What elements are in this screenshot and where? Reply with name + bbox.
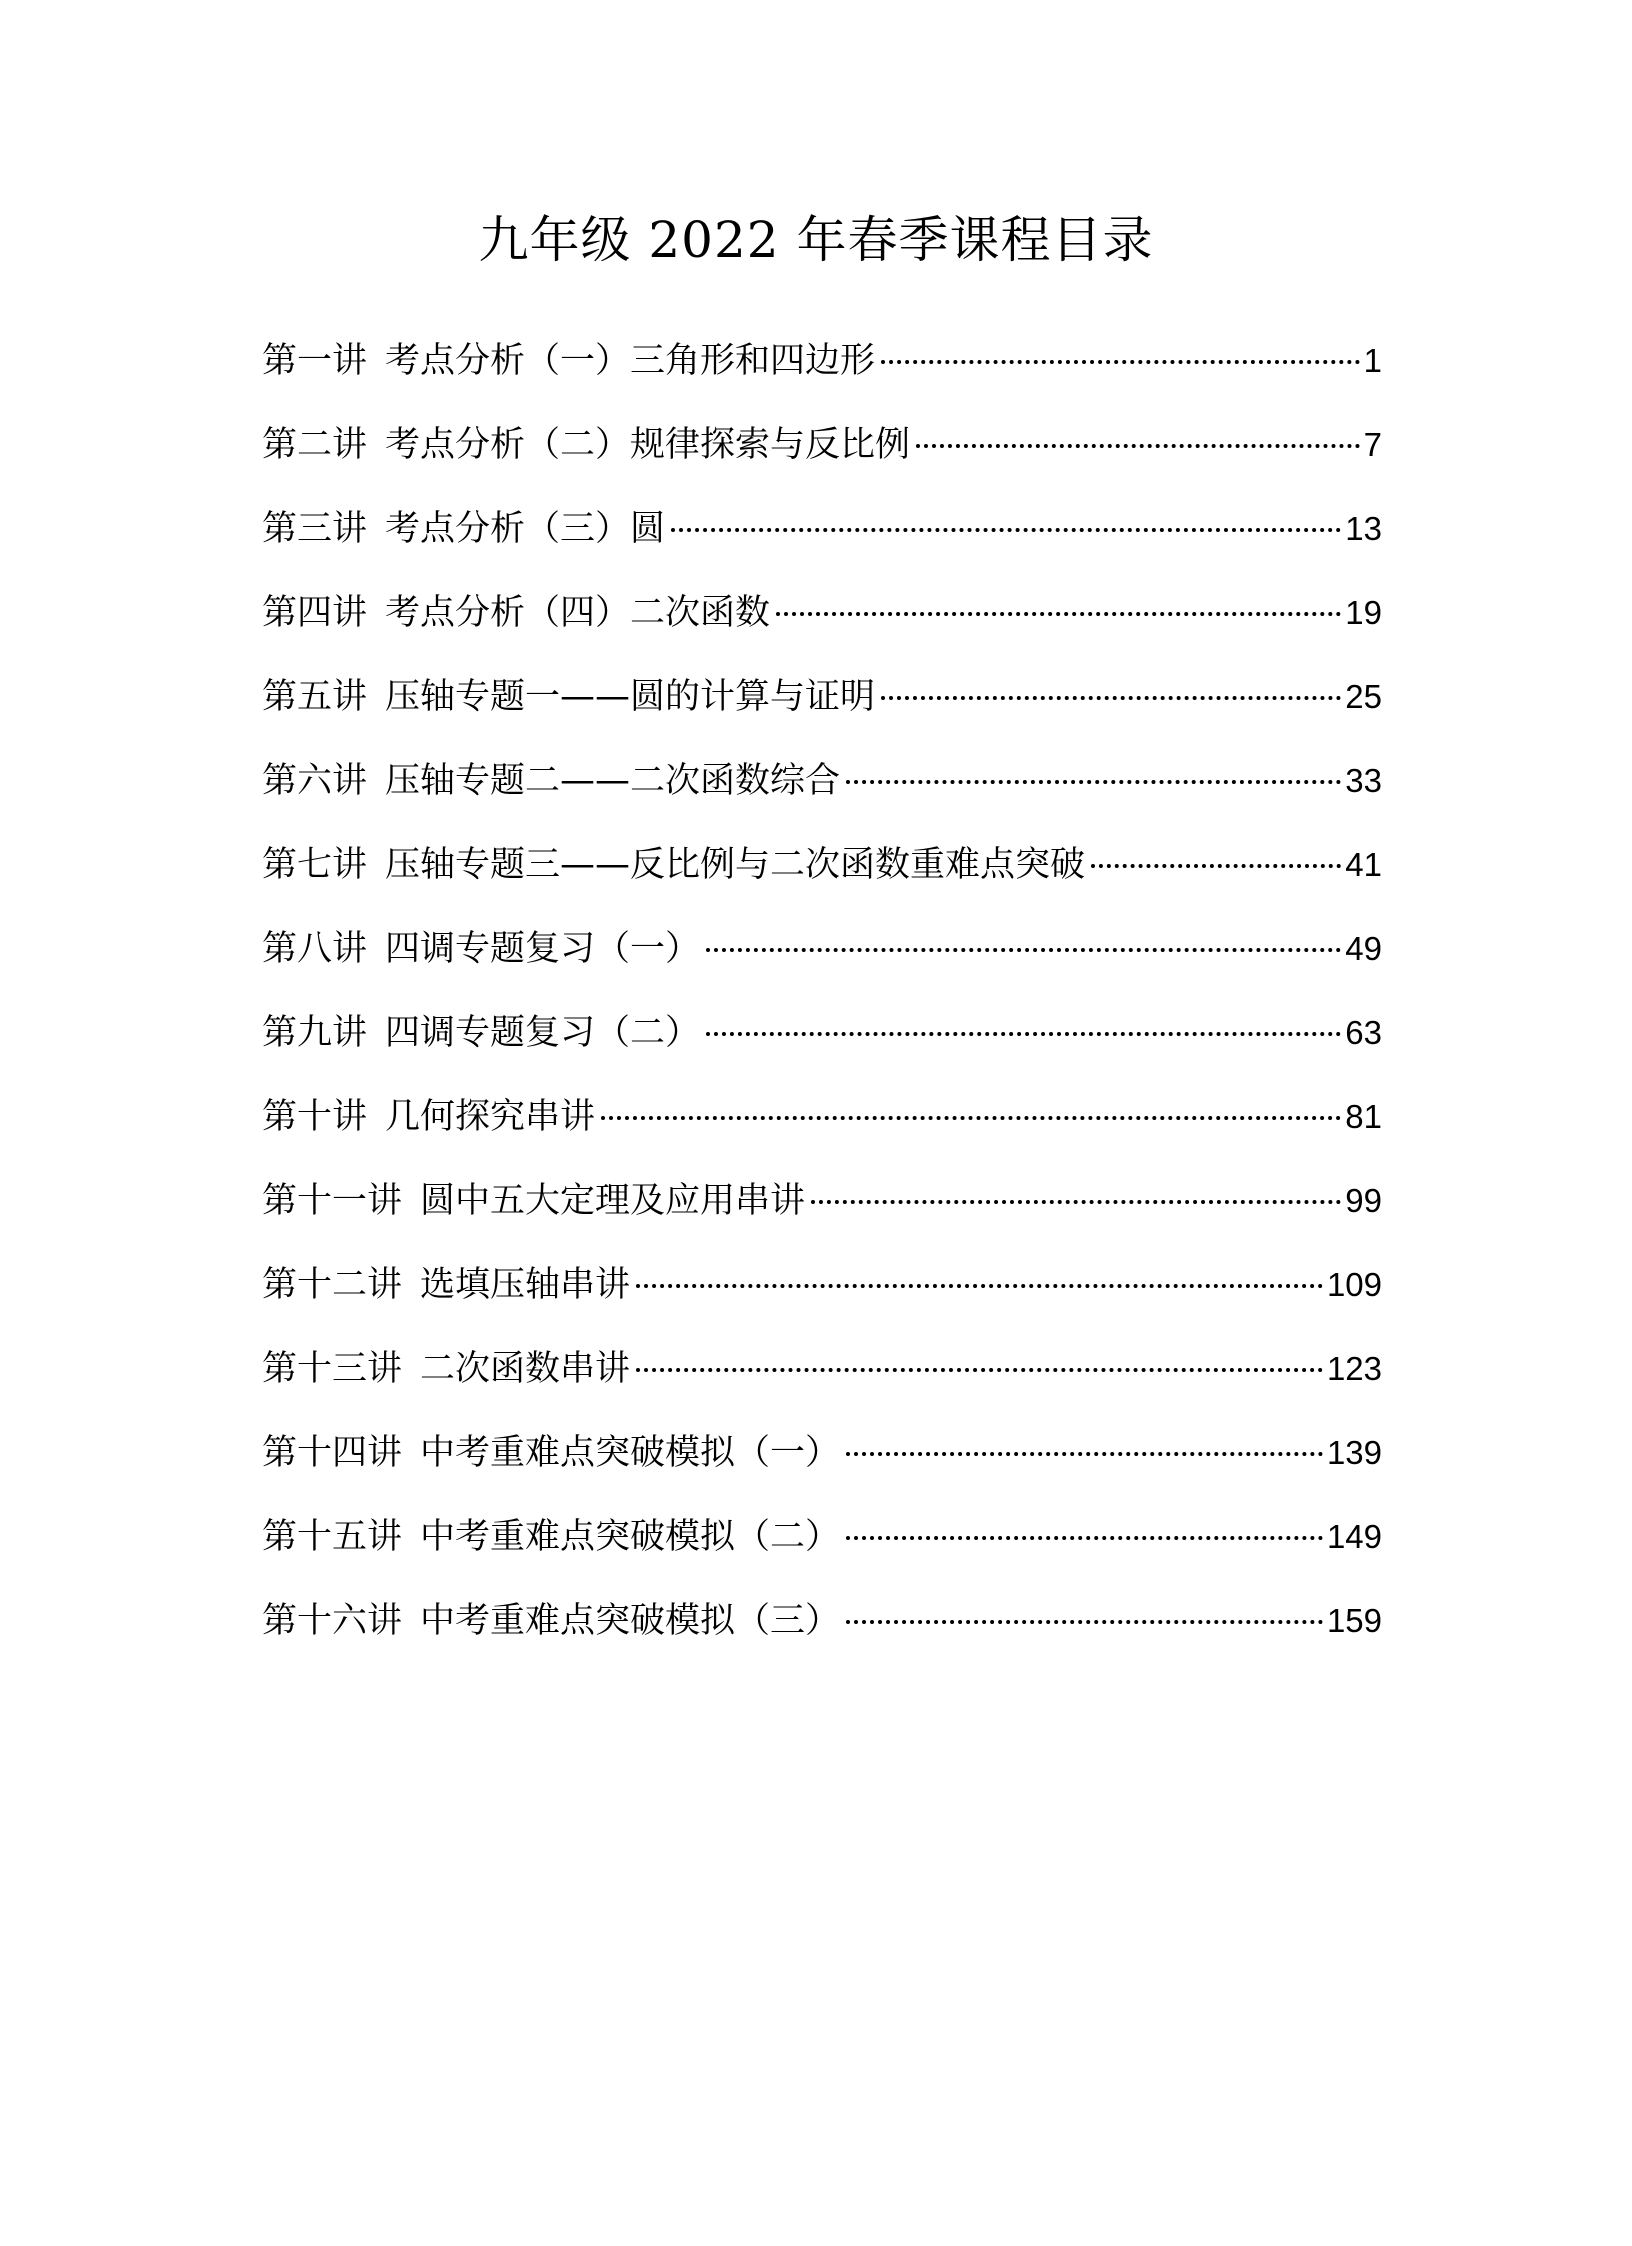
toc-entry[interactable] [262,916,1382,1000]
toc-page-number: 13 [1345,510,1382,547]
toc-entry-title: 考点分析（三）圆 [385,509,666,549]
toc-entry[interactable] [262,748,1382,832]
toc-entry[interactable] [262,580,1382,664]
toc-entry[interactable] [262,664,1382,748]
toc-page-number: 25 [1345,678,1382,715]
toc-lecture-number: 第四讲 [262,593,368,633]
toc-page-number: 41 [1345,846,1382,883]
dot-leader [671,528,1341,532]
dot-leader [811,1200,1341,1204]
toc-lecture-number: 第七讲 [262,845,368,885]
toc-page-number: 139 [1326,1434,1382,1471]
toc-entry-title: 几何探究串讲 [385,1097,596,1137]
toc-entry-title: 中考重难点突破模拟（二） [420,1517,841,1557]
toc-lecture-number: 第六讲 [262,761,368,801]
toc-entry-title: 压轴专题三——反比例与二次函数重难点突破 [385,845,1086,885]
toc-entry[interactable] [262,328,1382,412]
toc-entry-title: 二次函数串讲 [420,1349,631,1389]
toc-entry[interactable] [262,1588,1382,1672]
toc-entry-title: 考点分析（四）二次函数 [385,593,771,633]
dot-leader [636,1284,1323,1288]
toc-entry-title: 中考重难点突破模拟（一） [420,1433,841,1473]
toc-page-number: 1 [1363,342,1382,379]
toc-entry[interactable] [262,496,1382,580]
dot-leader [846,780,1341,784]
toc-entry[interactable] [262,1000,1382,1084]
toc-page-number: 49 [1345,930,1382,967]
toc-entry-title: 考点分析（一）三角形和四边形 [385,341,876,381]
toc-entry-title: 考点分析（二）规律探索与反比例 [385,425,911,465]
toc-entry-title: 圆中五大定理及应用串讲 [420,1181,806,1221]
toc-lecture-number: 第三讲 [262,509,368,549]
toc-entry-title: 中考重难点突破模拟（三） [420,1601,841,1641]
toc-lecture-number: 第十五讲 [262,1517,403,1557]
toc-page-number: 7 [1363,426,1382,463]
toc-lecture-number: 第二讲 [262,425,368,465]
toc-lecture-number: 第一讲 [262,341,368,381]
toc-lecture-number: 第十三讲 [262,1349,403,1389]
toc-entry[interactable] [262,1420,1382,1504]
dot-leader [881,360,1360,364]
dot-leader [846,1536,1323,1540]
toc-page-number: 99 [1345,1182,1382,1219]
toc-entry-title: 压轴专题一——圆的计算与证明 [385,677,876,717]
page-title: 九年级 2022 年春季课程目录 [478,211,1154,269]
toc-entry-title: 压轴专题二——二次函数综合 [385,761,841,801]
dot-leader [1091,864,1341,868]
toc-page-number: 63 [1345,1014,1382,1051]
toc-lecture-number: 第十一讲 [262,1181,403,1221]
toc-page-number: 33 [1345,762,1382,799]
dot-leader [706,1032,1341,1036]
dot-leader [916,444,1360,448]
toc-entry[interactable] [262,832,1382,916]
toc-entry-title: 选填压轴串讲 [420,1265,631,1305]
dot-leader [881,696,1341,700]
toc-entry[interactable] [262,1252,1382,1336]
toc-lecture-number: 第十四讲 [262,1433,403,1473]
toc-lecture-number: 第五讲 [262,677,368,717]
toc-entry[interactable] [262,1084,1382,1168]
toc-lecture-number: 第十二讲 [262,1265,403,1305]
toc-lecture-number: 第十讲 [262,1097,368,1137]
toc-page-number: 109 [1326,1266,1382,1303]
toc-entry-title: 四调专题复习（二） [385,1013,701,1053]
toc-page-number: 149 [1326,1518,1382,1555]
toc-page-number: 123 [1326,1350,1382,1387]
toc-entry[interactable] [262,1336,1382,1420]
dot-leader [776,612,1341,616]
toc-lecture-number: 第九讲 [262,1013,368,1053]
toc-page-number: 159 [1326,1602,1382,1639]
toc-page-number: 81 [1345,1098,1382,1135]
dot-leader [846,1452,1323,1456]
table-of-contents [262,328,1382,1672]
toc-lecture-number: 第十六讲 [262,1601,403,1641]
dot-leader [706,948,1341,952]
dot-leader [601,1116,1341,1120]
toc-entry-title: 四调专题复习（一） [385,929,701,969]
toc-lecture-number: 第八讲 [262,929,368,969]
toc-entry[interactable] [262,1504,1382,1588]
dot-leader [846,1620,1323,1624]
dot-leader [636,1368,1323,1372]
toc-page-number: 19 [1345,594,1382,631]
toc-entry[interactable] [262,412,1382,496]
toc-entry[interactable] [262,1168,1382,1252]
